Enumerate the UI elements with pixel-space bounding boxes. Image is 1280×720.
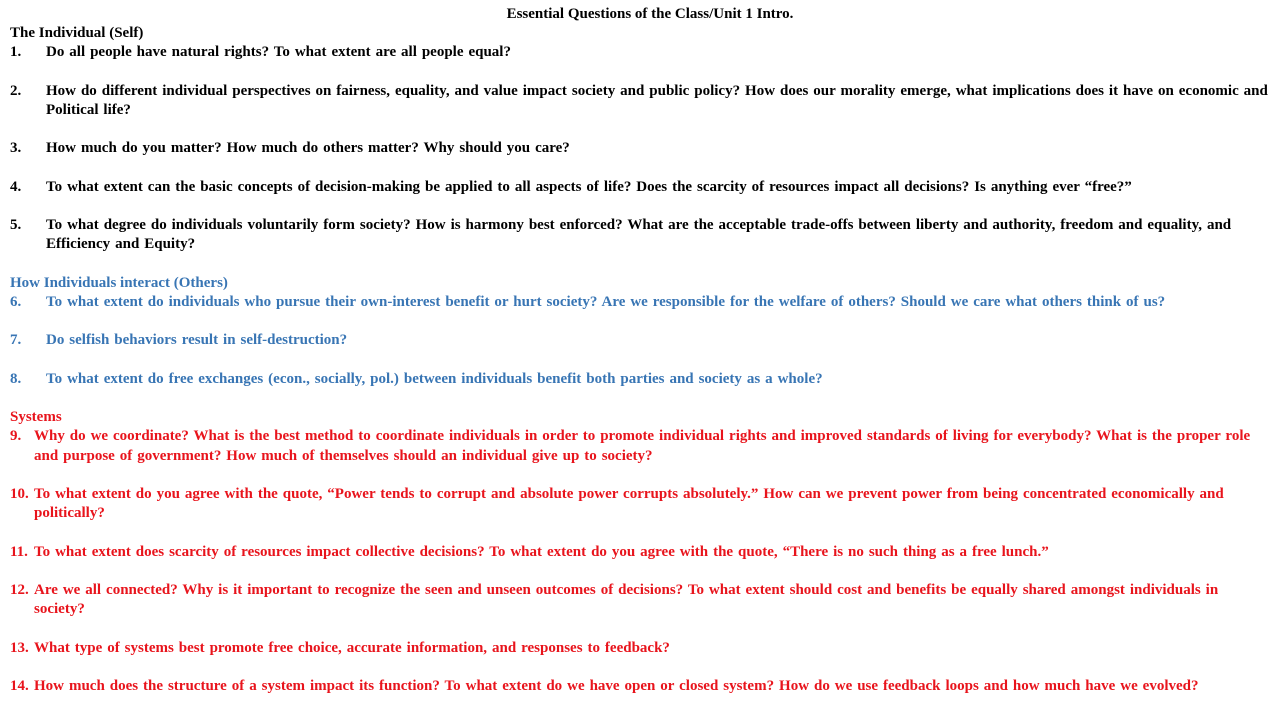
- page-title: Essential Questions of the Class/Unit 1 Intro.: [506, 6, 794, 22]
- question-number: 14.: [10, 677, 29, 694]
- question-number: 8.: [10, 370, 22, 387]
- section-heading-self: The Individual (Self): [10, 25, 144, 42]
- question-14: [10, 677, 1272, 696]
- question-13: [10, 639, 1272, 658]
- question-number: 9.: [10, 428, 22, 445]
- question-10: [10, 485, 1272, 523]
- question-number: 13.: [10, 639, 29, 656]
- question-3: [10, 139, 1272, 158]
- question-text: Do selfish behaviors result in self-destruction?: [46, 332, 348, 349]
- question-text: To what degree do individuals voluntarily form society? How is harmony best enforced? What are the acceptable trade-offs between liberty and authority, freedom and equality, and Efficiency and Equity?: [46, 217, 1232, 253]
- section-self: [10, 24, 1272, 254]
- question-7: [10, 331, 1272, 350]
- question-1: [10, 43, 1272, 62]
- question-2: [10, 82, 1272, 120]
- question-text: How much does the structure of a system impact its function? To what extent do we have open or closed system? How do we use feedback loops and how much have we evolved?: [34, 677, 1199, 694]
- question-text: To what extent do individuals who pursue their own-interest benefit or hurt society? Are we responsible for the welfare of others? Should we care what others think of us?: [46, 293, 1166, 310]
- section-heading-systems: Systems: [10, 409, 62, 426]
- question-number: 6.: [10, 293, 22, 310]
- question-text: To what extent can the basic concepts of decision-making be applied to all aspects of life? Does the scarcity of resources impact all decisions? Is anything ever “free?”: [46, 178, 1132, 195]
- question-6: [10, 293, 1272, 312]
- question-number: 1.: [10, 44, 22, 61]
- question-text: What type of systems best promote free choice, accurate information, and responses to feedback?: [34, 639, 670, 656]
- question-number: 10.: [10, 485, 29, 502]
- document-page: [10, 5, 1272, 696]
- section-systems: [10, 408, 1272, 696]
- question-text: How much do you matter? How much do others matter? Why should you care?: [46, 140, 570, 157]
- question-number: 11.: [10, 543, 28, 560]
- question-number: 2.: [10, 82, 22, 99]
- question-number: 3.: [10, 140, 22, 157]
- question-11: [10, 543, 1272, 562]
- question-text: Are we all connected? Why is it important to recognize the seen and unseen outcomes of decisions? To what extent should cost and benefits be equally shared amongst individuals in society?: [34, 581, 1219, 618]
- question-8: [10, 370, 1272, 389]
- question-number: 7.: [10, 332, 22, 349]
- section-heading-others: How Individuals interact (Others): [10, 274, 228, 291]
- question-text: To what extent do free exchanges (econ., socially, pol.) between individuals benefit both parties and society as a whole?: [46, 370, 823, 387]
- question-5: [10, 216, 1272, 254]
- question-text: Do all people have natural rights? To what extent are all people equal?: [46, 44, 511, 61]
- question-number: 5.: [10, 217, 22, 234]
- question-text: To what extent does scarcity of resources impact collective decisions? To what extent do you agree with the quote, “There is no such thing as a free lunch.”: [34, 543, 1049, 560]
- question-12: [10, 581, 1272, 619]
- question-text: To what extent do you agree with the quote, “Power tends to corrupt and absolute power corrupts absolutely.” How can we prevent power from being concentrated economically and politically?: [34, 485, 1224, 522]
- question-4: [10, 178, 1272, 197]
- question-text: Why do we coordinate? What is the best method to coordinate individuals in order to promote individual rights and improved standards of living for everybody? What is the proper role and purpose of government? How much of themselves should an individual give up to society?: [34, 428, 1251, 464]
- section-others: [10, 274, 1272, 389]
- question-number: 4.: [10, 178, 22, 195]
- question-9: [10, 427, 1272, 465]
- question-text: How do different individual perspectives on fairness, equality, and value impact society and public policy? How does our morality emerge, what implications does it have on economic and Political life?: [46, 82, 1268, 118]
- question-number: 12.: [10, 581, 29, 598]
